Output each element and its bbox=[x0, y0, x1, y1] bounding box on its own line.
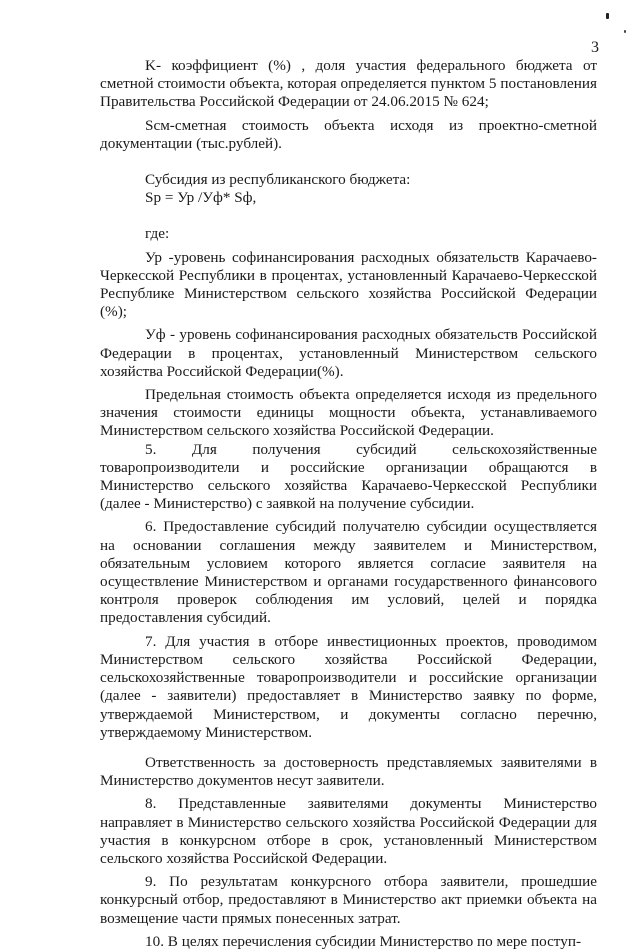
paragraph-max-cost: Предельная стоимость объекта определяется исходя из предельного значения стоимости единицы мощности объекта, устанавливаемого Министерством сельского хозяйства Российской Федерации. bbox=[100, 386, 597, 440]
paragraph-item-10: 10. В целях перечисления субсидии Министерство по мере поступ- bbox=[145, 932, 582, 950]
paragraph-responsibility: Ответственность за достоверность представляемых заявителями в Министерство документов несут заявители. bbox=[100, 753, 597, 790]
scan-artifact bbox=[624, 30, 626, 33]
subsidy-formula: Sр = Ур /Уф* Sф, bbox=[145, 189, 257, 207]
paragraph-item-5: 5. Для получения субсидий сельскохозяйственные товаропроизводители и российские организации обращаются в Министерство сельского хозяйства Карачаево-Черкесской Республики (далее - Министерство) с заявкой на получение субсидии. bbox=[100, 440, 597, 513]
page-number: 3 bbox=[591, 39, 599, 56]
paragraph-level-republic: Ур -уровень софинансирования расходных обязательств Карачаево-Черкесской Республики в процентах, установленный Карачаево-Черкесской Республике Министерством сельского хозяйства Российской Федерации (%); bbox=[100, 248, 597, 321]
paragraph-level-federal: Уф - уровень софинансирования расходных обязательств Российской Федерации в процентах, установленный Министерством сельского хозяйства Российской Федерации(%). bbox=[100, 326, 597, 380]
scan-artifact bbox=[606, 13, 609, 19]
document-body bbox=[100, 57, 597, 951]
paragraph-item-6: 6. Предоставление субсидий получателю субсидии осуществляется на основании соглашения между заявителем и Министерством, обязательным условием которого является согласие заявителя на осуществление Министерством и органами государственного финансового контроля проверок соблюдения им условий, целей и порядка предоставления субсидий. bbox=[100, 518, 597, 627]
paragraph-item-8: 8. Представленные заявителями документы Министерство направляет в Министерство сельского хозяйства Российской Федерации для участия в конкурсном отборе в срок, установленный Министерством сельского хозяйства Российской Федерации. bbox=[100, 795, 597, 867]
paragraph-estimated-cost: Sсм-сметная стоимость объекта исходя из проектно-сметной документации (тыс.рублей). bbox=[100, 116, 597, 152]
paragraph-coefficient-k: K- коэффициент (%) , доля участия федерального бюджета от сметной стоимости объекта, которая определяется пунктом 5 постановления Правительства Российской Федерации от 24.06.2015 № 624; bbox=[100, 57, 597, 111]
paragraph-subsidy-heading: Субсидия из республиканского бюджета: bbox=[145, 171, 411, 189]
paragraph-item-9: 9. По результатам конкурсного отбора заявители, прошедшие конкурсный отбор, предоставляют в Министерство акт приемки объекта на возмещение части прямых понесенных затрат. bbox=[100, 873, 597, 927]
paragraph-where: где: bbox=[145, 225, 170, 243]
paragraph-item-7: 7. Для участия в отборе инвестиционных проектов, проводимом Министерством сельского хозяйства Российской Федерации, сельскохозяйственные товаропроизводители и российские организации (далее - заявители) предоставляет в Министерство заявку по форме, утверждаемой Министерством, и документы согласно перечню, утверждаемому Министерством. bbox=[100, 632, 597, 741]
